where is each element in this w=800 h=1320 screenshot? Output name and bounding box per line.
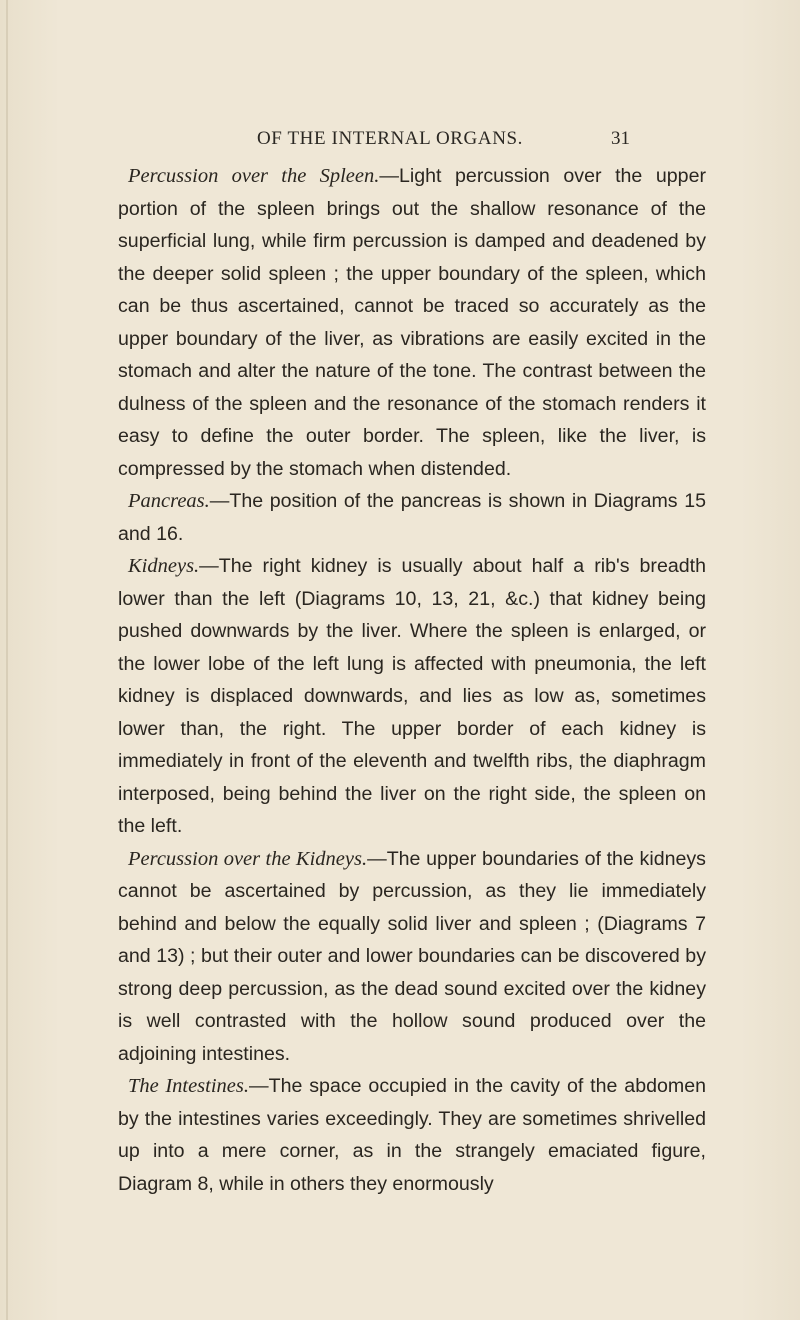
section-heading-intestines: The Intestines. (128, 1075, 250, 1097)
paragraph-text-kidneys-percussion: —The upper boundaries of the kidneys cannot be ascertained by percussion, as they lie immediately behind and below the equally solid liver and spleen ; (Diagrams 7 and 13) ; but their outer and lower boundaries can be discovered by strong deep percussion, as the dead sound excited over the kidney is well contrasted with the hollow sound produced over the adjoining intestines. (118, 847, 706, 1065)
running-head (0, 128, 800, 158)
paragraph-text-kidneys: —The right kidney is usually about half a rib's breadth lower than the left (Diagrams 10, 13, 21, &c.) that kidney being pushed downwards by the liver. Where the spleen is enlarged, or the lower lobe of the left lung is affected with pneumonia, the left kidney is displaced downwards, and lies as low as, sometimes lower than, the right. The upper border of each kidney is immediately in front of the eleventh and twelfth ribs, the diaphragm interposed, being behind the liver on the right side, the spleen on the left. (118, 555, 706, 837)
section-heading-spleen-percussion: Percussion over the Spleen. (128, 165, 380, 187)
page-gutter (6, 0, 8, 1320)
paragraph-text-pancreas: —The position of the pancreas is shown in Diagrams 15 and 16. (118, 490, 706, 545)
paragraph-pancreas (118, 485, 706, 550)
paragraph-text-intestines: —The space occupied in the cavity of the abdomen by the intestines varies exceedingly. They are sometimes shrivelled up into a mere corner, as in the strangely emaciated figure, Diagram 8, while in others they enormously (118, 1075, 706, 1195)
paragraph-intestines (118, 1070, 706, 1200)
page-number: 31 (611, 128, 630, 149)
paragraph-kidneys-percussion (118, 843, 706, 1071)
paragraph-text-spleen-percussion: —Light percussion over the upper portion of the spleen brings out the shallow resonance of the superficial lung, while firm percussion is damped and deadened by the deeper solid spleen ; the upper boundary of the spleen, which can be thus ascertained, cannot be traced so accurately as the upper boundary of the liver, as vibrations are easily excited in the stomach and alter the nature of the tone. The contrast between the dulness of the spleen and the resonance of the stomach renders it easy to define the outer border. The spleen, like the liver, is compressed by the stomach when distended. (118, 165, 706, 480)
section-heading-pancreas: Pancreas. (128, 490, 210, 512)
section-heading-kidneys-percussion: Percussion over the Kidneys. (128, 847, 368, 870)
paragraph-spleen-percussion (118, 160, 706, 485)
section-heading-kidneys: Kidneys. (128, 555, 200, 577)
body-text (118, 160, 706, 1200)
paragraph-kidneys (118, 550, 706, 843)
running-head-title: OF THE INTERNAL ORGANS. (256, 128, 524, 149)
